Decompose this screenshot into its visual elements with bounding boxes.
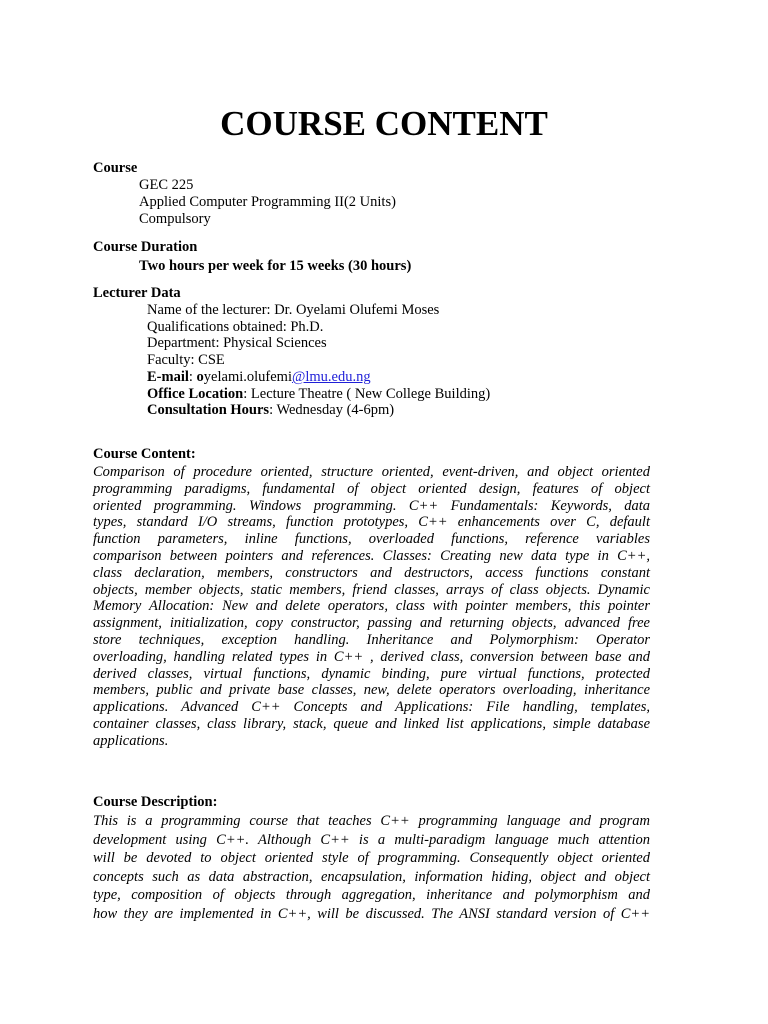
course-heading: Course <box>93 160 138 176</box>
content-line: overloading, handling related types in C++ , derived class, conversion between base and <box>93 648 650 665</box>
email-first-char: o <box>196 369 204 385</box>
content-line: comparison between pointers and references. Classes: Creating new data type in C++, <box>93 547 650 564</box>
duration-value: Two hours per week for 15 weeks (30 hours) <box>139 258 412 274</box>
course-status: Compulsory <box>139 211 211 227</box>
content-line: class declaration, members, constructors and destructors, access functions constant <box>93 564 650 581</box>
content-heading: Course Content: <box>93 446 196 462</box>
page-title: COURSE CONTENT <box>220 104 548 143</box>
description-line: will be devoted to object oriented style of programming. Consequently object oriented <box>93 850 650 867</box>
lecturer-email-line <box>147 369 371 386</box>
course-name: Applied Computer Programming II(2 Units) <box>139 194 396 210</box>
hours-value: : Wednesday (4-6pm) <box>269 402 395 418</box>
description-line: This is a programming course that teaches C++ programming language and program <box>93 813 650 829</box>
lecturer-name: Name of the lecturer: Dr. Oyelami Olufemi Moses <box>147 302 440 318</box>
office-value: : Lecture Theatre ( New College Building) <box>243 386 491 402</box>
content-line: oriented programming. Windows programming. C++ Fundamentals: Keywords, data <box>93 497 650 514</box>
lecturer-heading: Lecturer Data <box>93 285 181 301</box>
content-line: applications. <box>93 732 169 749</box>
email-domain-link[interactable]: @lmu.edu.ng <box>291 369 371 385</box>
description-heading: Course Description: <box>93 794 218 810</box>
content-line: members, public and private base classes, new, delete operators overloading, inheritance <box>93 682 650 699</box>
content-line: derived classes, virtual functions, dynamic binding, pure virtual functions, protected <box>93 665 650 682</box>
description-line: development using C++. Although C++ is a multi-paradigm language much attention <box>93 831 650 848</box>
content-paragraph <box>93 464 650 750</box>
lecturer-department: Department: Physical Sciences <box>147 335 327 351</box>
lecturer-qualifications: Qualifications obtained: Ph.D. <box>147 319 324 335</box>
lecturer-office-line <box>147 386 490 403</box>
duration-heading: Course Duration <box>93 239 198 255</box>
content-line: Comparison of procedure oriented, structure oriented, event-driven, and object oriented <box>93 464 650 480</box>
lecturer-hours-line <box>147 402 394 419</box>
content-line: store techniques, exception handling. Inheritance and Polymorphism: Operator <box>93 631 650 648</box>
office-label: Office Location <box>147 386 244 402</box>
course-code: GEC 225 <box>139 177 194 193</box>
content-line: container classes, class library, stack, queue and linked list applications, simple database <box>93 715 650 732</box>
content-line: Memory Allocation: New and delete operators, class with pointer members, this pointer <box>93 598 650 615</box>
content-line: function parameters, inline functions, overloaded functions, reference variables <box>93 531 650 548</box>
description-line: how they are implemented in C++, will be discussed. The ANSI standard version of C++ <box>93 905 650 922</box>
content-line: types, standard I/O streams, function prototypes, C++ enhancements over C, default <box>93 514 650 531</box>
description-line: concepts such as data abstraction, encapsulation, information hiding, object and object <box>93 868 650 885</box>
email-separator: : <box>188 369 197 385</box>
email-local-part: yelami.olufemi <box>203 369 292 385</box>
description-line: type, composition of objects through aggregation, inheritance and polymorphism and <box>93 887 650 904</box>
email-label: E-mail <box>147 369 189 385</box>
content-line: assignment, initialization, copy constructor, passing and returning objects, advanced free <box>93 615 650 632</box>
content-line: programming paradigms, fundamental of object oriented design, features of object <box>93 480 650 497</box>
content-line: objects, member objects, static members, friend classes, arrays of class objects. Dynamic <box>93 581 650 598</box>
description-paragraph <box>93 812 650 924</box>
hours-label: Consultation Hours <box>147 402 270 418</box>
lecturer-faculty: Faculty: CSE <box>147 352 225 368</box>
content-line: applications. Advanced C++ Concepts and Applications: File handling, templates, <box>93 699 650 716</box>
